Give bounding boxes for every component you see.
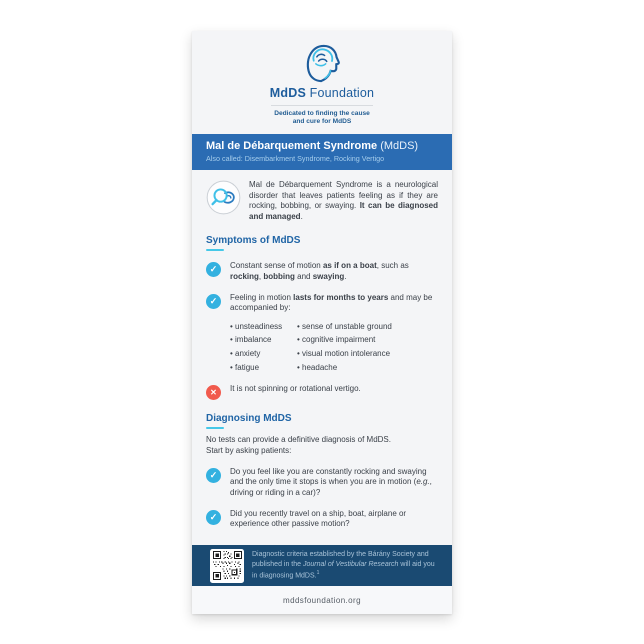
diagnosing-heading: Diagnosing MdDS	[206, 413, 292, 425]
text: Do you feel like you are constantly rocking and swaying and the only time it stops is when you are in motion (	[230, 466, 427, 487]
criteria-text	[252, 550, 440, 581]
text-bold: rocking	[230, 271, 259, 281]
diagnosing-intro-line2: Start by asking patients:	[206, 445, 292, 455]
logo-divider	[271, 105, 373, 106]
not-vertigo-text: It is not spinning or rotational vertigo.	[230, 384, 361, 394]
criteria-footer	[192, 545, 452, 586]
symptom-bullet-boat	[206, 261, 438, 282]
symptom-bullet-boat-text	[230, 261, 438, 282]
symptoms-heading-underline	[206, 249, 224, 251]
card-title-abbrev: (MdDS)	[377, 140, 419, 152]
logo-block	[192, 31, 452, 134]
brain-magnifier-icon	[206, 180, 241, 215]
not-vertigo-bullet	[206, 384, 438, 400]
question-bullet-travel	[206, 509, 438, 530]
list-item: • cognitive impairment	[297, 335, 376, 345]
text: will aid you in diagnosing MdDS.	[252, 560, 435, 580]
text: , driving or riding in a car)?	[230, 477, 432, 497]
qr-code	[210, 549, 244, 583]
question-bullet-rocking	[206, 467, 438, 499]
accompanying-symptoms-list	[230, 320, 438, 374]
symptom-bullet-duration	[206, 293, 438, 314]
card-subtitle: Also called: Disembarkment Syndrome, Rocking Vertigo	[206, 153, 385, 163]
logo-tagline-line1: Dedicated to finding the cause	[274, 110, 370, 117]
title-banner	[192, 134, 452, 170]
list-item: • fatigue	[230, 362, 260, 372]
card-title	[206, 140, 438, 153]
text: , such as	[376, 261, 409, 271]
text-bold: bobbing	[263, 271, 295, 281]
check-icon: ✓	[206, 294, 221, 309]
text: and	[294, 271, 313, 281]
intro-text-end: .	[300, 211, 303, 221]
check-icon: ✓	[206, 468, 221, 483]
text-bold: swaying	[312, 271, 345, 281]
website-url: mddsfoundation.org	[192, 586, 452, 614]
intro-section	[206, 180, 438, 222]
text: ,	[258, 271, 264, 281]
text: Diagnostic criteria established by the Bárány Society and published in the	[252, 550, 429, 568]
list-item: • sense of unstable ground	[297, 321, 392, 331]
text: Constant sense of motion	[230, 261, 323, 271]
list-item: • anxiety	[230, 348, 261, 358]
intro-text: Mal de Débarquement Syndrome is a neurological disorder that leaves patients feeling as if they are rocking, bobbing, or swaying.	[249, 180, 438, 211]
question-travel-text: Did you recently travel on a ship, boat, airplane or experience other passive motion?	[230, 508, 407, 529]
cross-icon: ✕	[206, 385, 221, 400]
intro-paragraph	[249, 180, 438, 222]
list-item: • visual motion intolerance	[297, 348, 391, 358]
text-italic: Journal of Vestibular Research	[302, 560, 399, 568]
intro-text-bold: It can be diagnosed and managed	[249, 201, 438, 221]
symptoms-heading: Symptoms of MdDS	[206, 235, 301, 247]
logo-wordmark-rest: Foundation	[305, 86, 375, 100]
symptom-bullet-duration-text	[230, 293, 438, 314]
logo-tagline	[192, 110, 452, 127]
question-rocking-text	[230, 467, 438, 499]
text: .	[344, 271, 347, 281]
logo-tagline-line2: and cure for MdDS	[292, 118, 352, 126]
list-item: • headache	[297, 362, 338, 372]
text: and may be accompanied by:	[230, 292, 433, 313]
diagnosing-intro	[206, 435, 438, 457]
head-brain-logo-icon	[300, 41, 345, 86]
logo-wordmark-bold: MdDS	[269, 86, 306, 100]
text-bold: lasts for months to years	[293, 292, 389, 302]
list-item: • unsteadiness	[230, 321, 283, 331]
card-content	[192, 170, 452, 545]
text-italic: e.g.	[416, 477, 430, 487]
diagnosing-heading-underline	[206, 427, 224, 429]
check-icon: ✓	[206, 262, 221, 277]
card-title-main: Mal de Débarquement Syndrome	[206, 140, 378, 152]
text: Feeling in motion	[230, 292, 294, 302]
check-icon: ✓	[206, 510, 221, 525]
rack-card	[192, 31, 452, 614]
logo-wordmark	[192, 86, 452, 100]
footnote-marker: 1	[316, 570, 320, 577]
diagnosing-intro-line1: No tests can provide a definitive diagnosis of MdDS.	[206, 435, 391, 445]
list-item: • imbalance	[230, 335, 272, 345]
text-bold: as if on a boat	[322, 261, 377, 271]
